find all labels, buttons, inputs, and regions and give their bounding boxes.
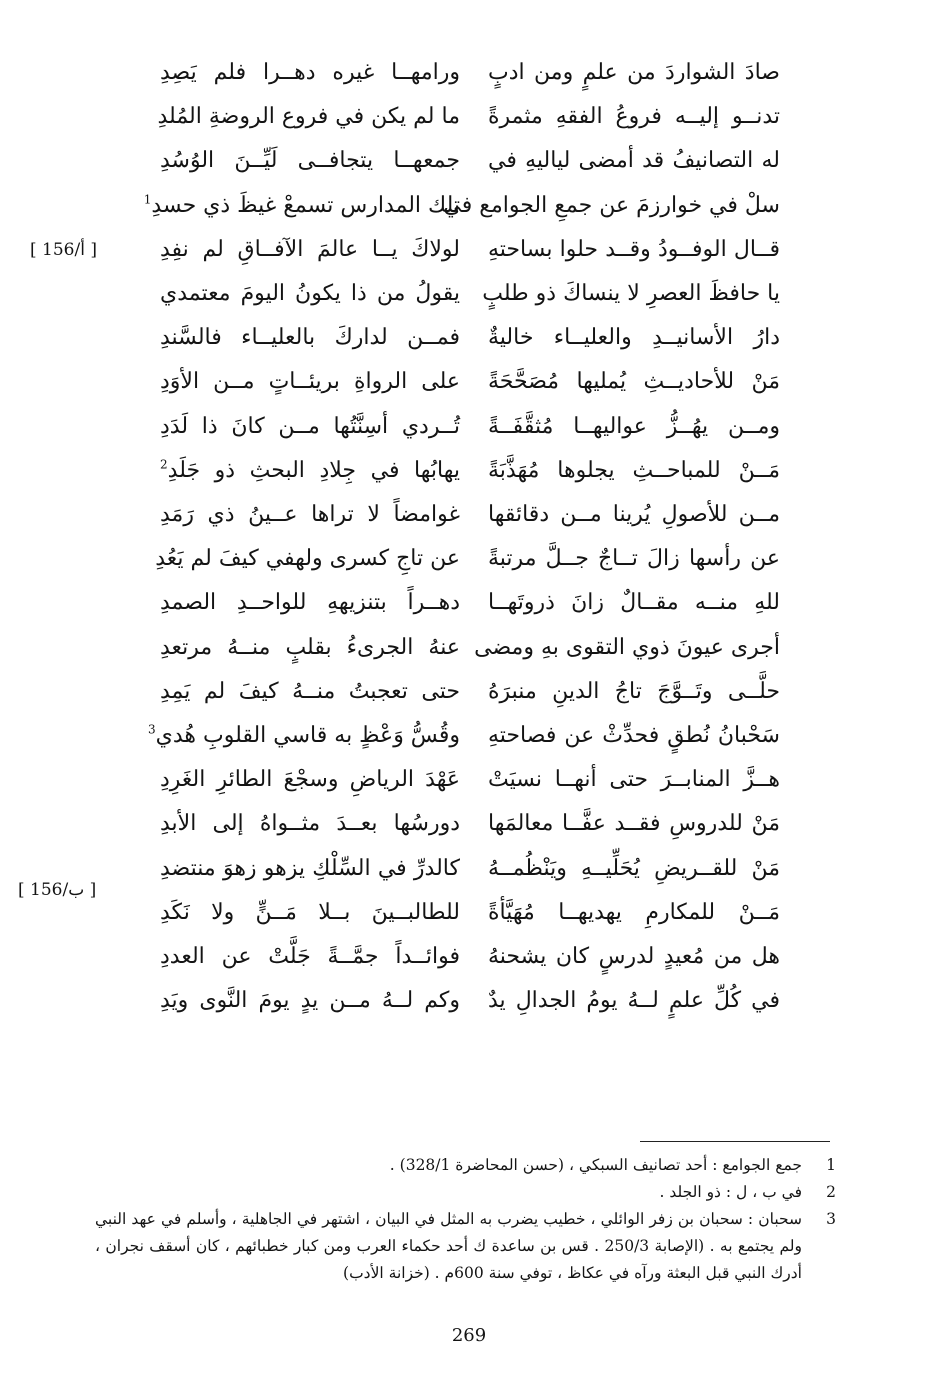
verse-second-hemistich <box>160 495 460 535</box>
footnote-number: 2 <box>826 1183 836 1201</box>
footnotes <box>95 1152 840 1287</box>
verse-second-hemistich <box>160 230 460 270</box>
verse-second-hemistich <box>160 583 460 623</box>
verse-second-hemistich <box>160 628 460 668</box>
verse-text: تُــردي أسِنَّتُها مــن كانَ ذا لَدَدِ <box>160 413 460 439</box>
verse-first-hemistich: دارُ الأسانيــدِ والعليــاء خاليةٌ <box>488 325 780 351</box>
verse-second-hemistich <box>143 186 460 226</box>
verse-text: كالدرِّ في السِّلْكِ يزهو زهوَ منتضدِ <box>160 855 460 881</box>
footnote <box>95 1152 840 1179</box>
verse-second-hemistich <box>160 981 460 1021</box>
verse-first-hemistich: مَــنْ للمكارمِ يهديهــا مُهَيَّأةً <box>488 899 780 925</box>
verse-first-hemistich: أجرى عيونَ ذوي التقوى بهِ ومضى <box>474 634 780 660</box>
verse-second-hemistich <box>160 274 460 314</box>
verse-text: يقولُ من ذا يكونُ اليومَ معتمدي <box>160 281 460 306</box>
verse-text: يهابُها في جِلادِ البحثِ ذو جَلَدِ <box>167 457 460 483</box>
footnote-text: جمع الجوامع : أحد تصانيف السبكي ، (حسن المحاضرة 328/1) . <box>389 1156 802 1174</box>
verse-first-hemistich: هــزَّ المنابــرَ حتى أنهــا نسيَتْ <box>488 767 780 793</box>
page-number: 269 <box>451 1325 487 1346</box>
verse-second-hemistich <box>160 672 460 712</box>
footnote-separator <box>640 1141 830 1142</box>
verse-second-hemistich <box>160 849 460 889</box>
verse-text: دهــراً بتنزيههِ للواحــدِ الصمدِ <box>160 590 460 616</box>
footnote-reference[interactable]: 3 <box>147 722 156 737</box>
verse-text: وكم لــهُ مــن يدٍ يومَ النَّوى ويَدِ <box>160 988 460 1014</box>
verse-text: ورامهــا غيره دهــرا فلم يَصِدِ <box>160 60 460 85</box>
verse-text: غوامضاً لا تراها عــينُ ذي رَمَدِ <box>160 502 460 527</box>
verse-first-hemistich: حلَّــى وتَــوَّجَ تاجُ الدينِ منبرَهُ <box>488 678 780 704</box>
footnote-reference[interactable]: 2 <box>160 457 168 472</box>
verse-second-hemistich <box>160 804 460 844</box>
verse-second-hemistich <box>157 97 460 137</box>
verse-text: للطالبــينَ بــلا مَــنٍّ ولا نَكَدِ <box>160 899 460 925</box>
verse-first-hemistich: عن رأسها زالَ تــاجٌ جــلَّ مرتبةً <box>488 546 780 572</box>
verse-text: دورسُها بعــدَ مثــواهُ إلى الأبدِ <box>160 811 460 837</box>
verse-first-hemistich: قــال الوفــودُ وقــد حلوا بساحتهِ <box>488 236 780 262</box>
verse-first-hemistich: يا حافظَ العصرِ لا ينساكَ ذو طلبٍ <box>482 281 780 306</box>
verse-first-hemistich: سلْ في خوارزمَ عن جمعِ الجوامع في <box>443 192 780 218</box>
verse-second-hemistich <box>147 716 460 756</box>
footnote-text: في ب ، ل : ذو الجلد . <box>659 1183 802 1201</box>
footnote <box>95 1179 840 1206</box>
footnote-number: 3 <box>826 1210 836 1228</box>
footnote-number: 1 <box>826 1156 836 1174</box>
verse-first-hemistich: صادَ الشواردَ من علمٍ ومن ادبٍ <box>488 60 780 85</box>
folio-marker-verso: [ 156/ب ] <box>18 880 97 900</box>
verse-text: عن تاجِ كسرى ولهفي كيفَ لم يَعُدِ <box>155 546 460 572</box>
verse-first-hemistich: مَــنْ للمباحــثِ يجلوها مُهَذَّبَةً <box>488 457 780 483</box>
footnote <box>95 1206 840 1287</box>
verse-second-hemistich <box>160 318 460 358</box>
verse-text: حتى تعجبتُ منــهُ كيفَ لم يَمِدِ <box>160 678 460 704</box>
verse-text: عنهُ الجرىءُ بقلبٍ منــهُ مرتعدِ <box>160 634 460 660</box>
verse-text: فوائــداً جمَّــةً جَلَّتْ عن العددِ <box>160 944 460 969</box>
verse-second-hemistich <box>160 451 460 491</box>
verse-text: تلك المدارس تسمعْ غيظَ ذي حسدِ <box>151 192 460 218</box>
verse-second-hemistich <box>160 407 460 447</box>
verse-first-hemistich: مــن للأصولِ يُرينا مــن دقائقها <box>488 502 780 527</box>
verse-second-hemistich <box>160 362 460 402</box>
verse-first-hemistich: في كُلِّ علمٍ لــهُ يومُ الجدالِ يدٌ <box>488 988 780 1014</box>
verse-first-hemistich: هل من مُعيدٍ لدرسٍ كان يشحنهُ <box>488 944 780 969</box>
verse-first-hemistich: للهِ منــه مقــالٌ زانَ ذروتَهــا <box>488 590 780 616</box>
verse-first-hemistich: سَحْبانُ نُطقٍ فحدِّثْ عن فصاحتهِ <box>488 723 780 748</box>
verse-text: على الرواةِ بريئــاتٍ مــن الأوَدِ <box>160 369 460 395</box>
verse-second-hemistich <box>160 760 460 800</box>
verse-first-hemistich: مَنْ للدروسِ فقــد عفَّــا معالمَها <box>488 811 780 837</box>
footnote-reference[interactable]: 1 <box>143 192 152 207</box>
verse-text: لولاكَ يــا عالمَ الآفــاقِ لم نفِدِ <box>160 236 460 262</box>
verse-text: فمــن لداركَ بالعليــاء فالسَّندِ <box>160 325 460 351</box>
verse-second-hemistich <box>160 141 460 181</box>
verse-second-hemistich <box>160 893 460 933</box>
folio-marker-recto: [ 156/أ ] <box>30 240 97 260</box>
verse-second-hemistich <box>160 937 460 977</box>
verse-first-hemistich: له التصانيفُ قد أمضى لياليهِ في <box>488 148 780 174</box>
verse-text: ما لم يكن في فروع الروضةِ المُلدِ <box>157 104 460 130</box>
verse-second-hemistich <box>155 539 460 579</box>
verse-text: وقُسُّ وَعْظٍ به قاسي القلوبِ هُدي <box>155 723 460 748</box>
footnote-text: سحبان : سحبان بن زفر الوائلي ، خطيب يضرب به المثل في البيان ، اشتهر في الجاهلية ، وأسلم في عهد النبي ولم يجتمع به . (الإصابة 250/3 . قس بن ساعدة ك أحد حكماء العرب ومن كبار خطبائهم ، كان أسقف نجران ، أدرك النبي قبل البعثة ورآه في عكاظ ، توفي سنة 600م . (خزانة الأدب) <box>95 1210 802 1282</box>
verse-text: عَهْدَ الرياضِ وسجْعَ الطائرِ الغَرِدِ <box>160 767 460 793</box>
verse-second-hemistich <box>160 53 460 93</box>
verse-first-hemistich: تدنــو إليــه فروعُ الفقهِ مثمرةً <box>488 104 780 130</box>
verse-first-hemistich: مَنْ للقــريضِ يُحَلِّيــهِ ويَنْظُمــهُ <box>488 855 780 881</box>
verse-first-hemistich: مَنْ للأحاديــثِ يُمليها مُصَحَّحَةً <box>488 369 780 395</box>
verse-text: جمعهــا يتجافــى لَيِّــنَ الوُسُدِ <box>160 148 460 174</box>
verse-first-hemistich: ومــن يهُــزُّ عواليهــا مُثقَّفَــةً <box>488 413 780 439</box>
